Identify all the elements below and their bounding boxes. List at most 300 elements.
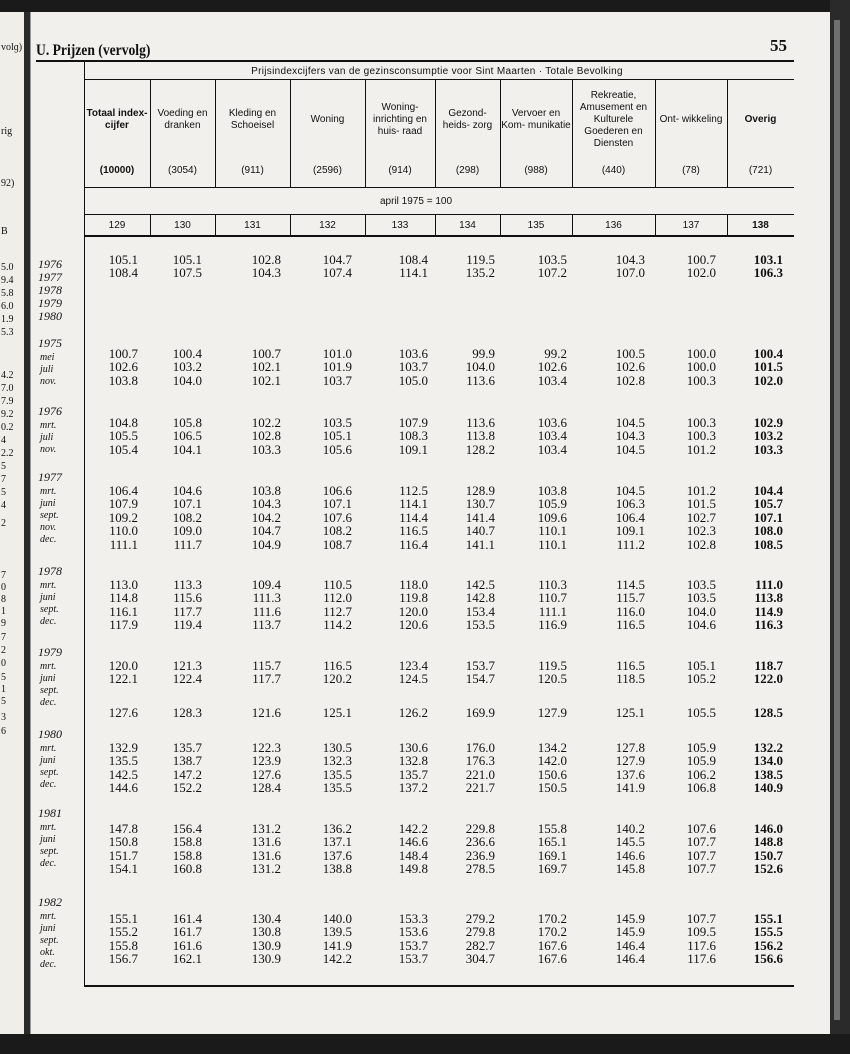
table-cell: 111.0 — [755, 577, 783, 592]
colnum-top-rule — [84, 214, 794, 215]
table-cell: 118.5 — [616, 671, 645, 687]
table-cell: 102.8 — [615, 372, 645, 388]
table-cell: 103.3 — [251, 441, 281, 457]
table-cell: 114.4 — [399, 509, 428, 525]
table-cell: 116.9 — [538, 617, 567, 633]
table-cell: 135.7 — [398, 766, 428, 782]
table-cell: 113.8 — [754, 590, 783, 606]
table-cell: 120.5 — [537, 671, 567, 687]
column-number: 135 — [527, 220, 545, 231]
table-cell: 104.0 — [465, 359, 495, 375]
row-label: 1976 — [38, 404, 62, 418]
row-label: mei — [40, 352, 55, 363]
table-cell: 104.4 — [753, 483, 783, 498]
table-cell: 170.2 — [537, 924, 567, 940]
row-label: juni — [40, 755, 56, 766]
table-cell: 107.1 — [753, 509, 783, 525]
table-cell: 130.4 — [251, 911, 281, 926]
table-cell: 146.6 — [615, 847, 645, 863]
table-title: Prijsindexcijfers van de gezinsconsumptie voor Sint Maarten · Totale Bevolking — [251, 66, 623, 77]
table-cell: 104.3 — [251, 496, 281, 512]
table-cell: 109.5 — [686, 924, 716, 940]
table-cell: 135.7 — [172, 740, 202, 755]
column-number: 133 — [391, 220, 409, 231]
table-cell: 117.9 — [109, 617, 138, 633]
table-cell: 229.8 — [465, 821, 495, 836]
table-cell: 108.2 — [172, 509, 202, 525]
table-cell: 106.2 — [686, 766, 716, 782]
table-cell: 110.0 — [109, 523, 138, 539]
table-cell: 103.3 — [753, 441, 783, 457]
table-cell: 116.5 — [399, 523, 428, 539]
table-cell: 102.8 — [251, 428, 281, 444]
table-cell: 153.6 — [398, 924, 428, 940]
table-cell: 103.7 — [322, 372, 352, 388]
table-cell: 115.7 — [616, 590, 645, 606]
table-cell: 108.4 — [108, 265, 138, 281]
table-cell: 103.8 — [251, 483, 281, 498]
table-cell: 169.7 — [537, 861, 567, 877]
column-weight: (298) — [455, 165, 480, 176]
table-cell: 106.6 — [322, 483, 352, 498]
table-cell: 167.6 — [537, 951, 567, 967]
table-cell: 122.3 — [251, 740, 281, 755]
table-cell: 109.2 — [108, 509, 138, 525]
row-label: dec. — [40, 779, 57, 790]
previous-page-text: 3 — [1, 712, 6, 723]
table-cell: 137.1 — [322, 834, 352, 850]
table-cell: 115.6 — [173, 590, 202, 606]
table-cell: 122.1 — [108, 671, 138, 687]
table-cell: 161.7 — [172, 924, 202, 940]
table-cell: 120.0 — [398, 603, 428, 619]
table-cell: 135.5 — [108, 753, 138, 769]
previous-page-text: 5 — [1, 461, 6, 472]
table-cell: 141.9 — [322, 937, 352, 953]
table-cell: 119.5 — [466, 252, 495, 267]
table-cell: 131.6 — [251, 834, 281, 850]
table-cell: 109.1 — [615, 523, 645, 539]
table-cell: 103.5 — [537, 252, 567, 267]
table-cell: 110.3 — [538, 577, 567, 592]
table-cell: 138.7 — [172, 753, 202, 769]
table-cell: 153.7 — [465, 658, 495, 673]
table-cell: 107.1 — [172, 496, 202, 512]
table-cell: 102.0 — [686, 265, 716, 281]
table-cell: 104.3 — [615, 428, 645, 444]
column-header: Totaal index- cijfer — [86, 108, 148, 131]
table-cell: 130.7 — [465, 496, 495, 512]
table-cell: 101.2 — [686, 483, 716, 498]
row-label: dec. — [40, 959, 57, 970]
column-number: 136 — [605, 220, 622, 231]
previous-page-text: 7 — [1, 474, 6, 485]
table-cell: 113.7 — [252, 617, 281, 633]
table-cell: 102.3 — [686, 523, 716, 539]
table-cell: 125.1 — [322, 704, 352, 720]
previous-page-text: 5 — [1, 672, 6, 683]
table-cell: 147.8 — [108, 821, 138, 836]
previous-page-text: 5 — [1, 696, 6, 707]
table-cell: 278.5 — [465, 861, 495, 877]
table-cell: 100.0 — [686, 346, 716, 361]
row-label: nov. — [40, 376, 57, 387]
row-label: dec. — [40, 534, 57, 545]
table-cell: 145.8 — [615, 861, 645, 877]
previous-page-text: 4.2 — [1, 370, 14, 381]
table-cell: 114.5 — [616, 577, 645, 592]
row-label: nov. — [40, 444, 57, 455]
table-cell: 135.2 — [465, 265, 495, 281]
table-cell: 106.3 — [753, 265, 783, 281]
row-label: juni — [40, 834, 56, 845]
row-label: dec. — [40, 616, 57, 627]
table-cell: 107.9 — [398, 415, 428, 430]
table-cell: 221.7 — [465, 780, 495, 796]
table-cell: 150.7 — [753, 847, 783, 863]
table-cell: 101.2 — [686, 441, 716, 457]
table-cell: 113.0 — [109, 577, 138, 592]
table-cell: 120.0 — [108, 658, 138, 673]
row-label: 1977 — [38, 470, 62, 484]
table-cell: 100.3 — [686, 415, 716, 430]
previous-page-text: 5.8 — [1, 288, 14, 299]
table-cell: 104.5 — [615, 483, 645, 498]
table-cell: 165.1 — [537, 834, 567, 850]
top-rule — [36, 60, 794, 62]
previous-page-text: 92) — [1, 178, 15, 189]
table-cell: 146.4 — [615, 937, 645, 953]
table-cell: 158.8 — [172, 847, 202, 863]
previous-page-text: 9.4 — [1, 275, 14, 286]
table-cell: 146.6 — [398, 834, 428, 850]
table-cell: 109.6 — [537, 509, 567, 525]
previous-page-text: 7.9 — [1, 396, 14, 407]
table-cell: 104.7 — [251, 523, 281, 539]
table-cell: 105.1 — [686, 658, 716, 673]
table-cell: 156.7 — [108, 951, 138, 967]
table-cell: 107.2 — [537, 265, 567, 281]
table-cell: 114.1 — [399, 496, 428, 512]
table-cell: 141.1 — [465, 536, 495, 552]
table-cell: 130.6 — [398, 740, 428, 755]
table-cell: 101.5 — [753, 359, 783, 375]
table-cell: 155.1 — [753, 911, 783, 926]
table-cell: 107.6 — [322, 509, 352, 525]
table-cell: 102.1 — [251, 372, 281, 388]
table-cell: 110.7 — [538, 590, 567, 606]
previous-page-text: 5.3 — [1, 327, 14, 338]
table-cell: 100.3 — [686, 428, 716, 444]
table-cell: 104.7 — [322, 252, 352, 267]
row-label: juli — [40, 432, 54, 443]
table-bottom-rule — [84, 985, 794, 987]
table-cell: 112.5 — [399, 483, 428, 498]
row-label: 1980 — [38, 727, 62, 741]
table-cell: 100.7 — [251, 346, 281, 361]
table-cell: 111.1 — [538, 603, 567, 619]
table-cell: 125.1 — [615, 704, 645, 720]
table-cell: 118.0 — [399, 577, 428, 592]
table-cell: 103.8 — [537, 483, 567, 498]
column-header: Overig — [744, 114, 777, 125]
table-cell: 154.1 — [108, 861, 138, 877]
row-label: sept. — [40, 846, 59, 857]
table-cell: 111.7 — [173, 536, 202, 552]
table-cell: 110.1 — [538, 536, 567, 552]
table-cell: 107.4 — [322, 265, 352, 281]
table-cell: 103.8 — [108, 372, 138, 388]
table-cell: 131.2 — [251, 821, 281, 836]
row-label: okt. — [40, 947, 55, 958]
previous-page-text: rig — [1, 126, 13, 137]
table-cell: 105.8 — [172, 415, 202, 430]
column-header: Kleding en Schoeisel — [228, 108, 277, 131]
table-cell: 155.1 — [108, 911, 138, 926]
table-cell: 156.2 — [753, 937, 783, 953]
table-cell: 113.6 — [466, 415, 495, 430]
table-cell: 105.1 — [108, 252, 138, 267]
row-label: sept. — [40, 685, 59, 696]
table-cell: 236.6 — [465, 834, 495, 850]
table-cell: 145.9 — [615, 911, 645, 926]
table-cell: 154.7 — [465, 671, 495, 687]
table-cell: 150.5 — [537, 780, 567, 796]
table-cell: 104.3 — [615, 252, 645, 267]
table-cell: 110.1 — [538, 523, 567, 539]
table-cell: 117.6 — [687, 951, 716, 967]
column-weight: (721) — [748, 165, 773, 176]
table-cell: 149.8 — [398, 861, 428, 877]
table-cell: 282.7 — [465, 937, 495, 953]
table-cell: 103.4 — [537, 441, 567, 457]
table-cell: 100.7 — [108, 346, 138, 361]
table-cell: 153.3 — [398, 911, 428, 926]
table-cell: 103.6 — [398, 346, 428, 361]
table-cell: 176.3 — [465, 753, 495, 769]
row-label: 1982 — [38, 895, 62, 909]
table-cell: 153.7 — [398, 951, 428, 967]
table-cell: 116.5 — [323, 658, 352, 673]
table-cell: 106.4 — [108, 483, 138, 498]
previous-page-text: 5.0 — [1, 262, 14, 273]
title-rule — [84, 79, 794, 80]
table-cell: 130.5 — [322, 740, 352, 755]
table-cell: 103.2 — [753, 428, 783, 444]
table-cell: 102.6 — [615, 359, 645, 375]
table-cell: 108.7 — [322, 536, 352, 552]
table-cell: 236.9 — [465, 847, 495, 863]
previous-page-text: 6 — [1, 726, 6, 737]
table-cell: 139.5 — [322, 924, 352, 940]
table-cell: 102.1 — [251, 359, 281, 375]
table-cell: 127.9 — [537, 704, 567, 720]
table-cell: 104.9 — [251, 536, 281, 552]
table-cell: 152.6 — [753, 861, 783, 877]
table-cell: 142.0 — [537, 753, 567, 769]
row-label: juni — [40, 923, 56, 934]
column-header: Gezond- heids- zorg — [442, 108, 493, 131]
previous-page-text: 0 — [1, 582, 6, 593]
header-bottom-rule — [84, 187, 794, 188]
table-cell: 144.6 — [108, 780, 138, 796]
table-cell: 138.8 — [322, 861, 352, 877]
table-cell: 107.7 — [686, 834, 716, 850]
table-cell: 103.4 — [537, 372, 567, 388]
table-cell: 103.7 — [398, 359, 428, 375]
table-cell: 100.3 — [686, 372, 716, 388]
scan-right-border — [830, 0, 850, 1054]
row-label: mrt. — [40, 822, 57, 833]
row-label: mrt. — [40, 911, 57, 922]
previous-page-text: 5 — [1, 487, 6, 498]
table-cell: 105.2 — [686, 671, 716, 687]
table-cell: 99.2 — [544, 346, 567, 361]
page-number: 55 — [770, 36, 787, 55]
table-cell: 102.6 — [108, 359, 138, 375]
table-cell: 128.9 — [465, 483, 495, 498]
table-cell: 105.5 — [108, 428, 138, 444]
row-label: 1977 — [38, 270, 62, 284]
table-cell: 116.3 — [754, 617, 783, 633]
table-cell: 100.4 — [753, 346, 783, 361]
table-cell: 170.2 — [537, 911, 567, 926]
table-cell: 116.0 — [616, 603, 645, 619]
previous-page-text: 0.2 — [1, 422, 14, 433]
table-cell: 158.8 — [172, 834, 202, 850]
row-label: juli — [40, 364, 54, 375]
row-label: sept. — [40, 510, 59, 521]
table-cell: 101.5 — [686, 496, 716, 512]
table-cell: 151.7 — [108, 847, 138, 863]
table-cell: 102.6 — [537, 359, 567, 375]
table-cell: 123.9 — [251, 753, 281, 769]
previous-page-text: volɡ) — [1, 42, 23, 53]
table-cell: 117.6 — [687, 937, 716, 953]
row-label: dec. — [40, 697, 57, 708]
column-header: Ont- wikkeling — [659, 114, 723, 125]
table-cell: 142.5 — [465, 577, 495, 592]
column-header: Vervoer en Kom- munikatie — [501, 108, 571, 131]
table-cell: 122.4 — [172, 671, 202, 687]
table-cell: 152.2 — [172, 780, 202, 796]
base-note: april 1975 = 100 — [380, 196, 453, 207]
row-label: mrt. — [40, 486, 57, 497]
table-cell: 106.3 — [615, 496, 645, 512]
table-cell: 101.9 — [322, 359, 352, 375]
previous-page-text: 0 — [1, 658, 6, 669]
column-number: 134 — [459, 220, 476, 231]
table-cell: 113.8 — [466, 428, 495, 444]
colnum-bottom-rule — [84, 235, 794, 237]
table-cell: 135.5 — [322, 766, 352, 782]
row-label: mrt. — [40, 580, 57, 591]
table-cell: 120.2 — [322, 671, 352, 687]
table-cell: 160.8 — [172, 861, 202, 877]
table-cell: 100.7 — [686, 252, 716, 267]
table-cell: 140.2 — [615, 821, 645, 836]
table-cell: 119.4 — [173, 617, 202, 633]
section-title: U. Prijzen (vervolg) — [36, 42, 151, 59]
table-cell: 105.5 — [686, 704, 716, 720]
row-label: 1979 — [38, 645, 62, 659]
table-cell: 108.5 — [753, 536, 783, 552]
table-cell: 108.0 — [753, 523, 783, 539]
previous-page-text: 1 — [1, 684, 6, 695]
table-cell: 127.9 — [615, 753, 645, 769]
table-cell: 128.5 — [753, 704, 783, 720]
previous-page-text: 9 — [1, 618, 6, 629]
table-cell: 142.2 — [322, 951, 352, 967]
table-cell: 128.3 — [172, 704, 202, 720]
column-number: 137 — [682, 220, 700, 231]
table-cell: 150.8 — [108, 834, 138, 850]
row-label: sept. — [40, 767, 59, 778]
table-cell: 104.1 — [172, 441, 202, 457]
table-cell: 141.4 — [465, 509, 495, 525]
table-cell: 124.5 — [398, 671, 428, 687]
table-cell: 109.4 — [251, 577, 281, 592]
table-cell: 146.0 — [753, 821, 783, 836]
table-cell: 279.2 — [465, 911, 495, 926]
table-cell: 107.7 — [686, 847, 716, 863]
previous-page-text: 4 — [1, 500, 6, 511]
table-cell: 155.8 — [537, 821, 567, 836]
table-cell: 111.2 — [616, 536, 645, 552]
table-cell: 112.7 — [323, 603, 352, 619]
table-cell: 123.4 — [398, 658, 428, 673]
table-cell: 108.2 — [322, 523, 352, 539]
table-cell: 169.9 — [465, 704, 495, 720]
column-weight: (2596) — [313, 165, 342, 176]
table-cell: 121.3 — [172, 658, 202, 673]
column-weight: (3054) — [168, 165, 197, 176]
row-label: juni — [40, 673, 56, 684]
row-label: sept. — [40, 604, 59, 615]
table-cell: 167.6 — [537, 937, 567, 953]
row-label: 1975 — [38, 336, 62, 350]
table-cell: 130.9 — [251, 951, 281, 967]
table-cell: 150.6 — [537, 766, 567, 782]
table-cell: 130.9 — [251, 937, 281, 953]
table-cell: 115.7 — [252, 658, 281, 673]
table-cell: 110.5 — [323, 577, 352, 592]
scan-top-border — [0, 0, 850, 12]
table-cell: 128.4 — [251, 780, 281, 796]
table-cell: 102.0 — [753, 372, 783, 388]
table-cell: 105.6 — [322, 441, 352, 457]
table-cell: 103.5 — [686, 590, 716, 606]
table-cell: 128.2 — [465, 441, 495, 457]
table-cell: 105.9 — [686, 740, 716, 755]
table-cell: 142.8 — [465, 590, 495, 606]
table-cell: 102.8 — [686, 536, 716, 552]
table-cell: 109.1 — [398, 441, 428, 457]
table-cell: 304.7 — [465, 951, 495, 967]
table-cell: 146.4 — [615, 951, 645, 967]
table-cell: 101.0 — [322, 346, 352, 361]
previous-page-text: 2.2 — [1, 448, 14, 459]
table-cell: 121.6 — [251, 704, 281, 720]
row-label: 1978 — [38, 283, 62, 297]
table-cell: 103.4 — [537, 428, 567, 444]
table-cell: 105.9 — [537, 496, 567, 512]
table-cell: 102.7 — [686, 509, 716, 525]
table-cell: 131.6 — [251, 847, 281, 863]
table-cell: 119.8 — [399, 590, 428, 606]
row-label: mrt. — [40, 420, 57, 431]
table-cell: 105.4 — [108, 441, 138, 457]
